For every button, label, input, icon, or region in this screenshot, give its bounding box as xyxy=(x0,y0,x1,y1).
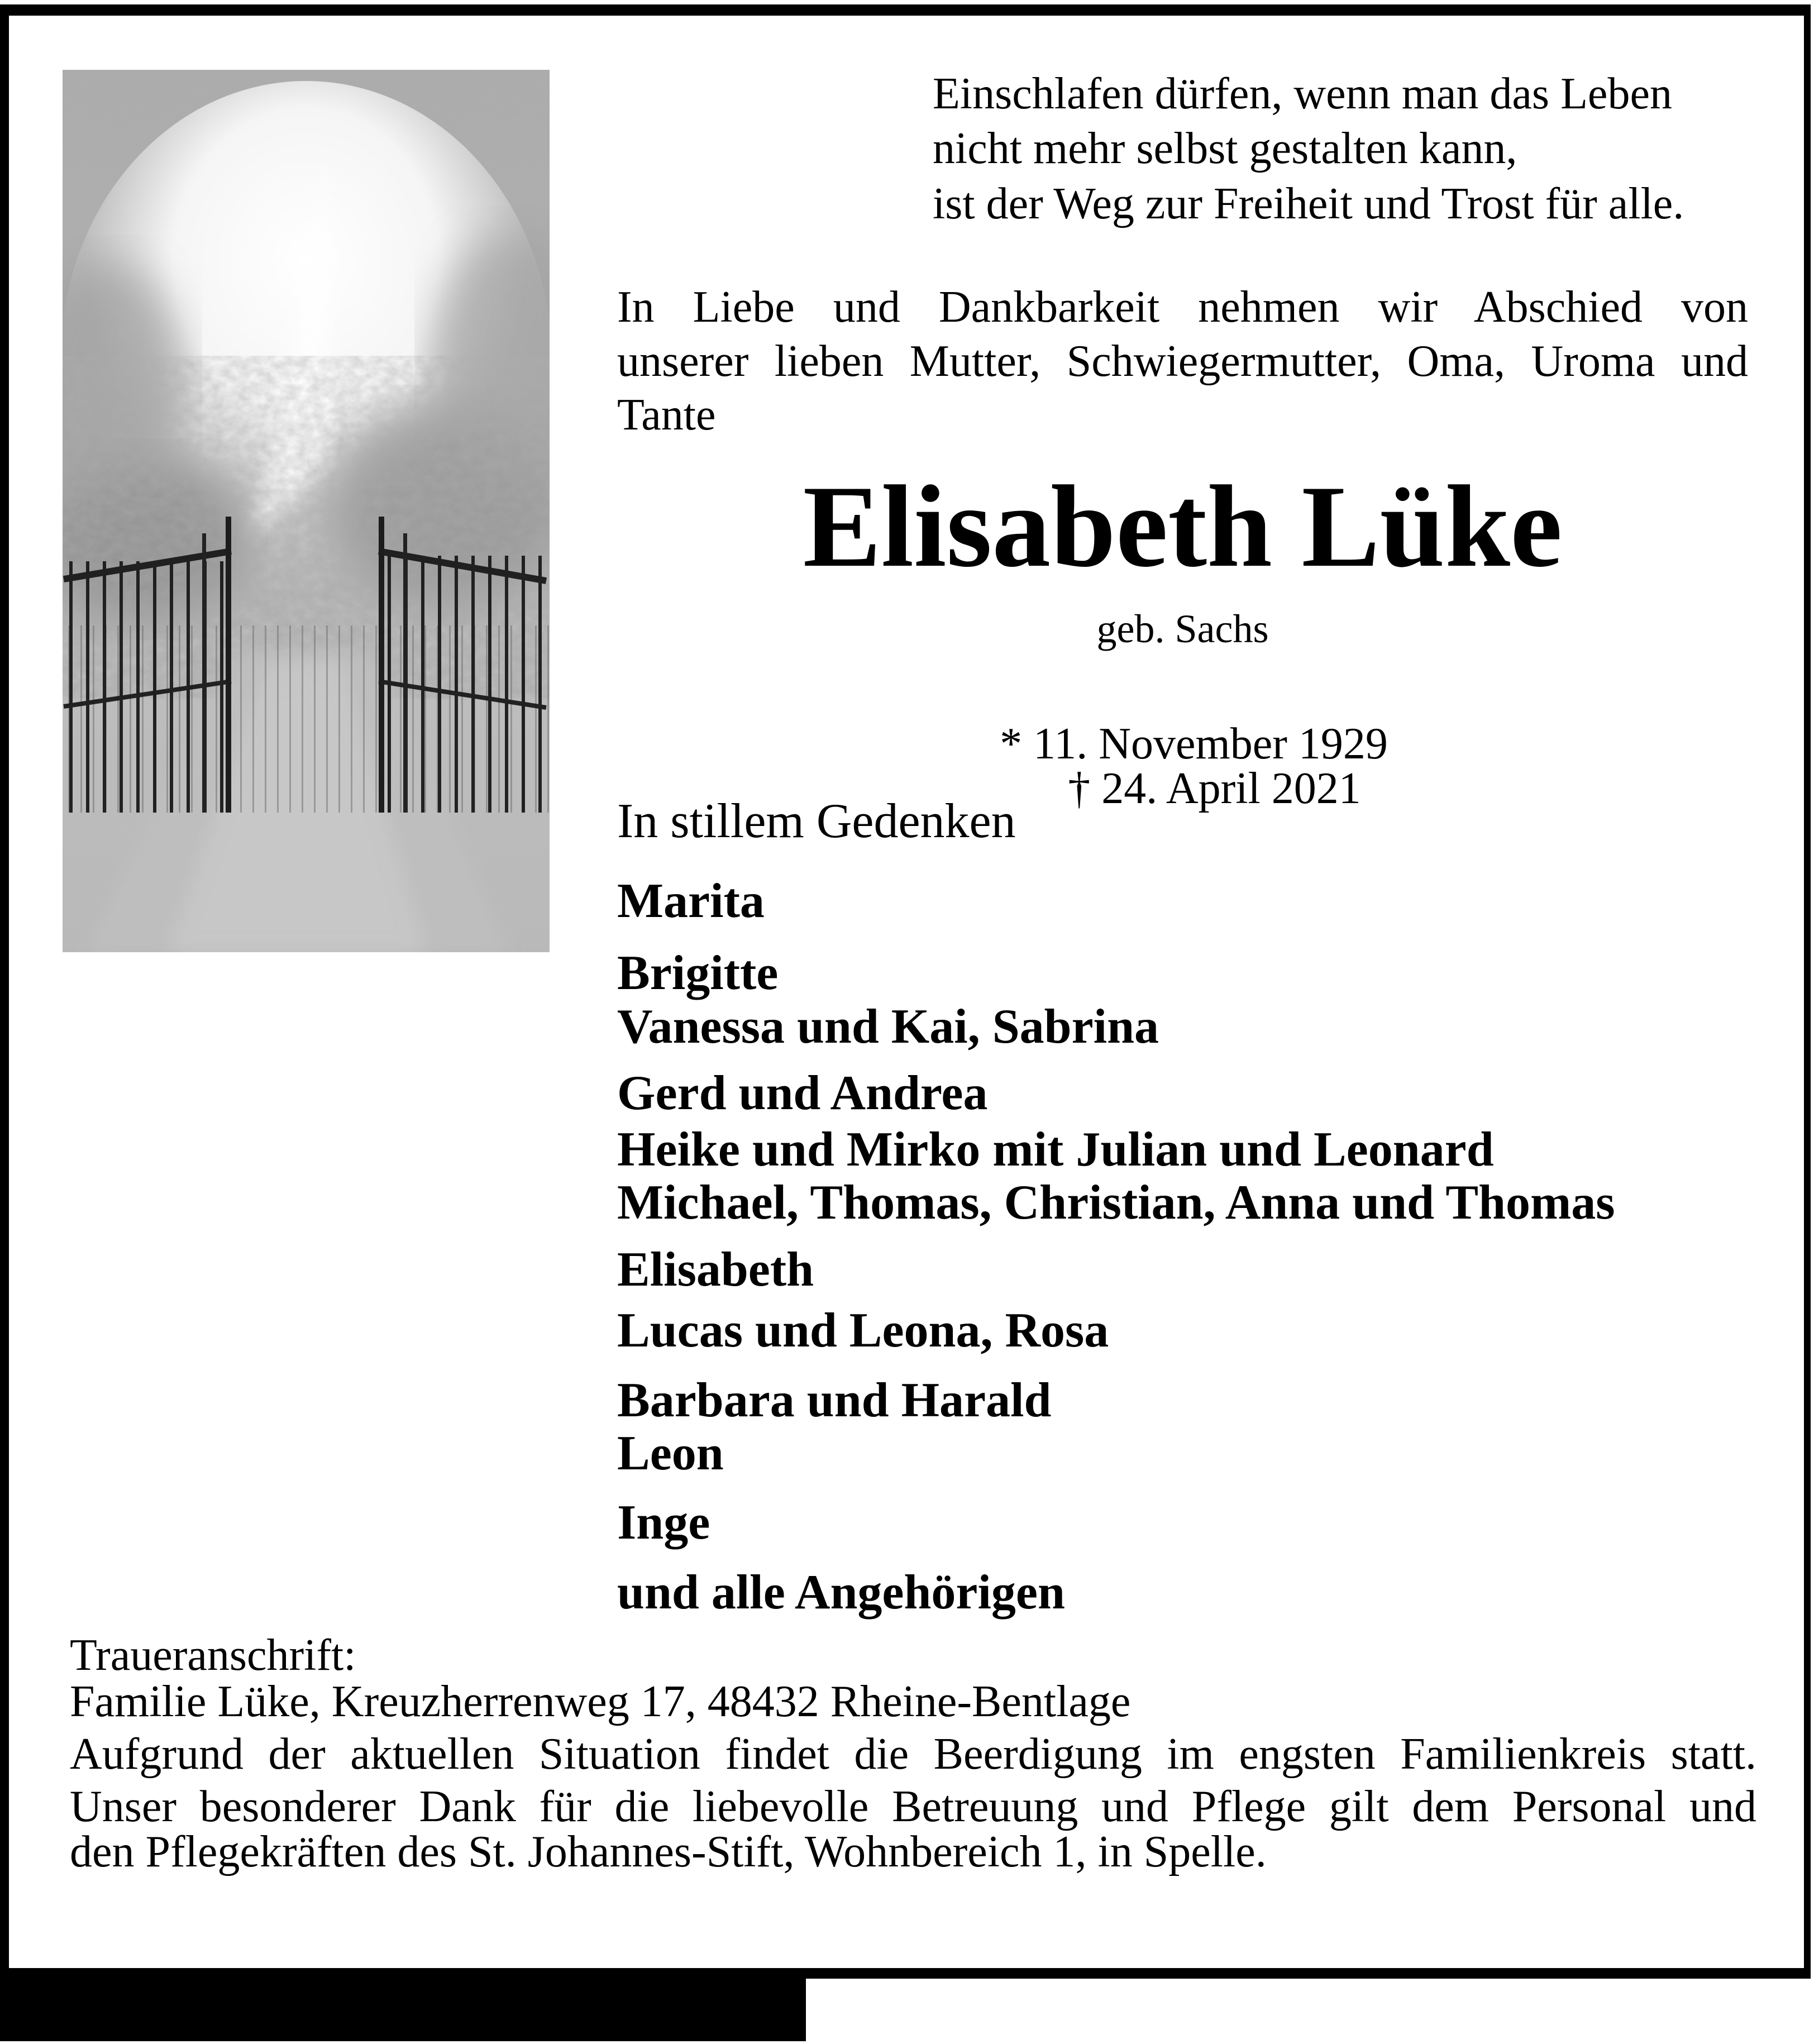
mourner-line: Marita xyxy=(617,874,765,928)
adjacent-ad-black-block xyxy=(0,1968,806,2041)
mourner-line: Barbara und Harald xyxy=(617,1373,1052,1427)
mourner-line: Michael, Thomas, Christian, Anna und Thomas xyxy=(617,1176,1615,1230)
mourner-line: Vanessa und Kai, Sabrina xyxy=(617,1000,1159,1054)
poem-line-3: ist der Weg zur Freiheit und Trost für alle. xyxy=(933,179,1684,228)
mourner-line: Elisabeth xyxy=(617,1243,814,1297)
life-dates xyxy=(617,677,1748,811)
frame-left-edge xyxy=(0,4,9,2041)
intro-line-3: Tante xyxy=(617,390,716,440)
poem-line-2: nicht mehr selbst gestalten kann, xyxy=(933,124,1517,173)
mourner-line: Heike und Mirko mit Julian und Leonard xyxy=(617,1123,1494,1177)
frame-right-edge xyxy=(1804,4,1811,1979)
mourner-line: Leon xyxy=(617,1426,724,1481)
birth-date: * 11. November 1929 xyxy=(1000,719,1388,768)
thanks-line-2: den Pflegekräften des St. Johannes-Stift, Wohnbereich 1, in Spelle. xyxy=(70,1827,1267,1876)
mourning-address-label: Traueranschrift: xyxy=(70,1631,356,1680)
poem-line-1: Einschlafen dürfen, wenn man das Leben xyxy=(933,69,1672,118)
mourning-address: Familie Lüke, Kreuzherrenweg 17, 48432 Rheine-Bentlage xyxy=(70,1677,1131,1726)
memorial-heading: In stillem Gedenken xyxy=(617,794,1016,848)
intro-line-1: In Liebe und Dankbarkeit nehmen wir Abschied von xyxy=(617,283,1748,332)
mourner-line: Inge xyxy=(617,1496,710,1550)
gate-photo xyxy=(63,70,550,952)
mourner-line: und alle Angehörigen xyxy=(617,1565,1065,1620)
mourner-line: Brigitte xyxy=(617,946,779,1000)
intro-line-2: unserer lieben Mutter, Schwiegermutter, Oma, Uroma und xyxy=(617,337,1748,386)
maiden-name: geb. Sachs xyxy=(1096,606,1269,651)
deceased-name: Elisabeth Lüke xyxy=(803,462,1563,591)
death-date: † 24. April 2021 xyxy=(1068,764,1361,813)
frame-top-edge xyxy=(0,4,1811,16)
funeral-notice: Aufgrund der aktuellen Situation findet die Beerdigung im engsten Familienkreis statt. xyxy=(70,1730,1756,1779)
gate-photo-art xyxy=(63,70,550,952)
thanks-line-1: Unser besonderer Dank für die liebevolle Betreuung und Pflege gilt dem Personal und xyxy=(70,1782,1756,1831)
mourner-line: Lucas und Leona, Rosa xyxy=(617,1303,1109,1358)
mourner-line: Gerd und Andrea xyxy=(617,1066,988,1120)
